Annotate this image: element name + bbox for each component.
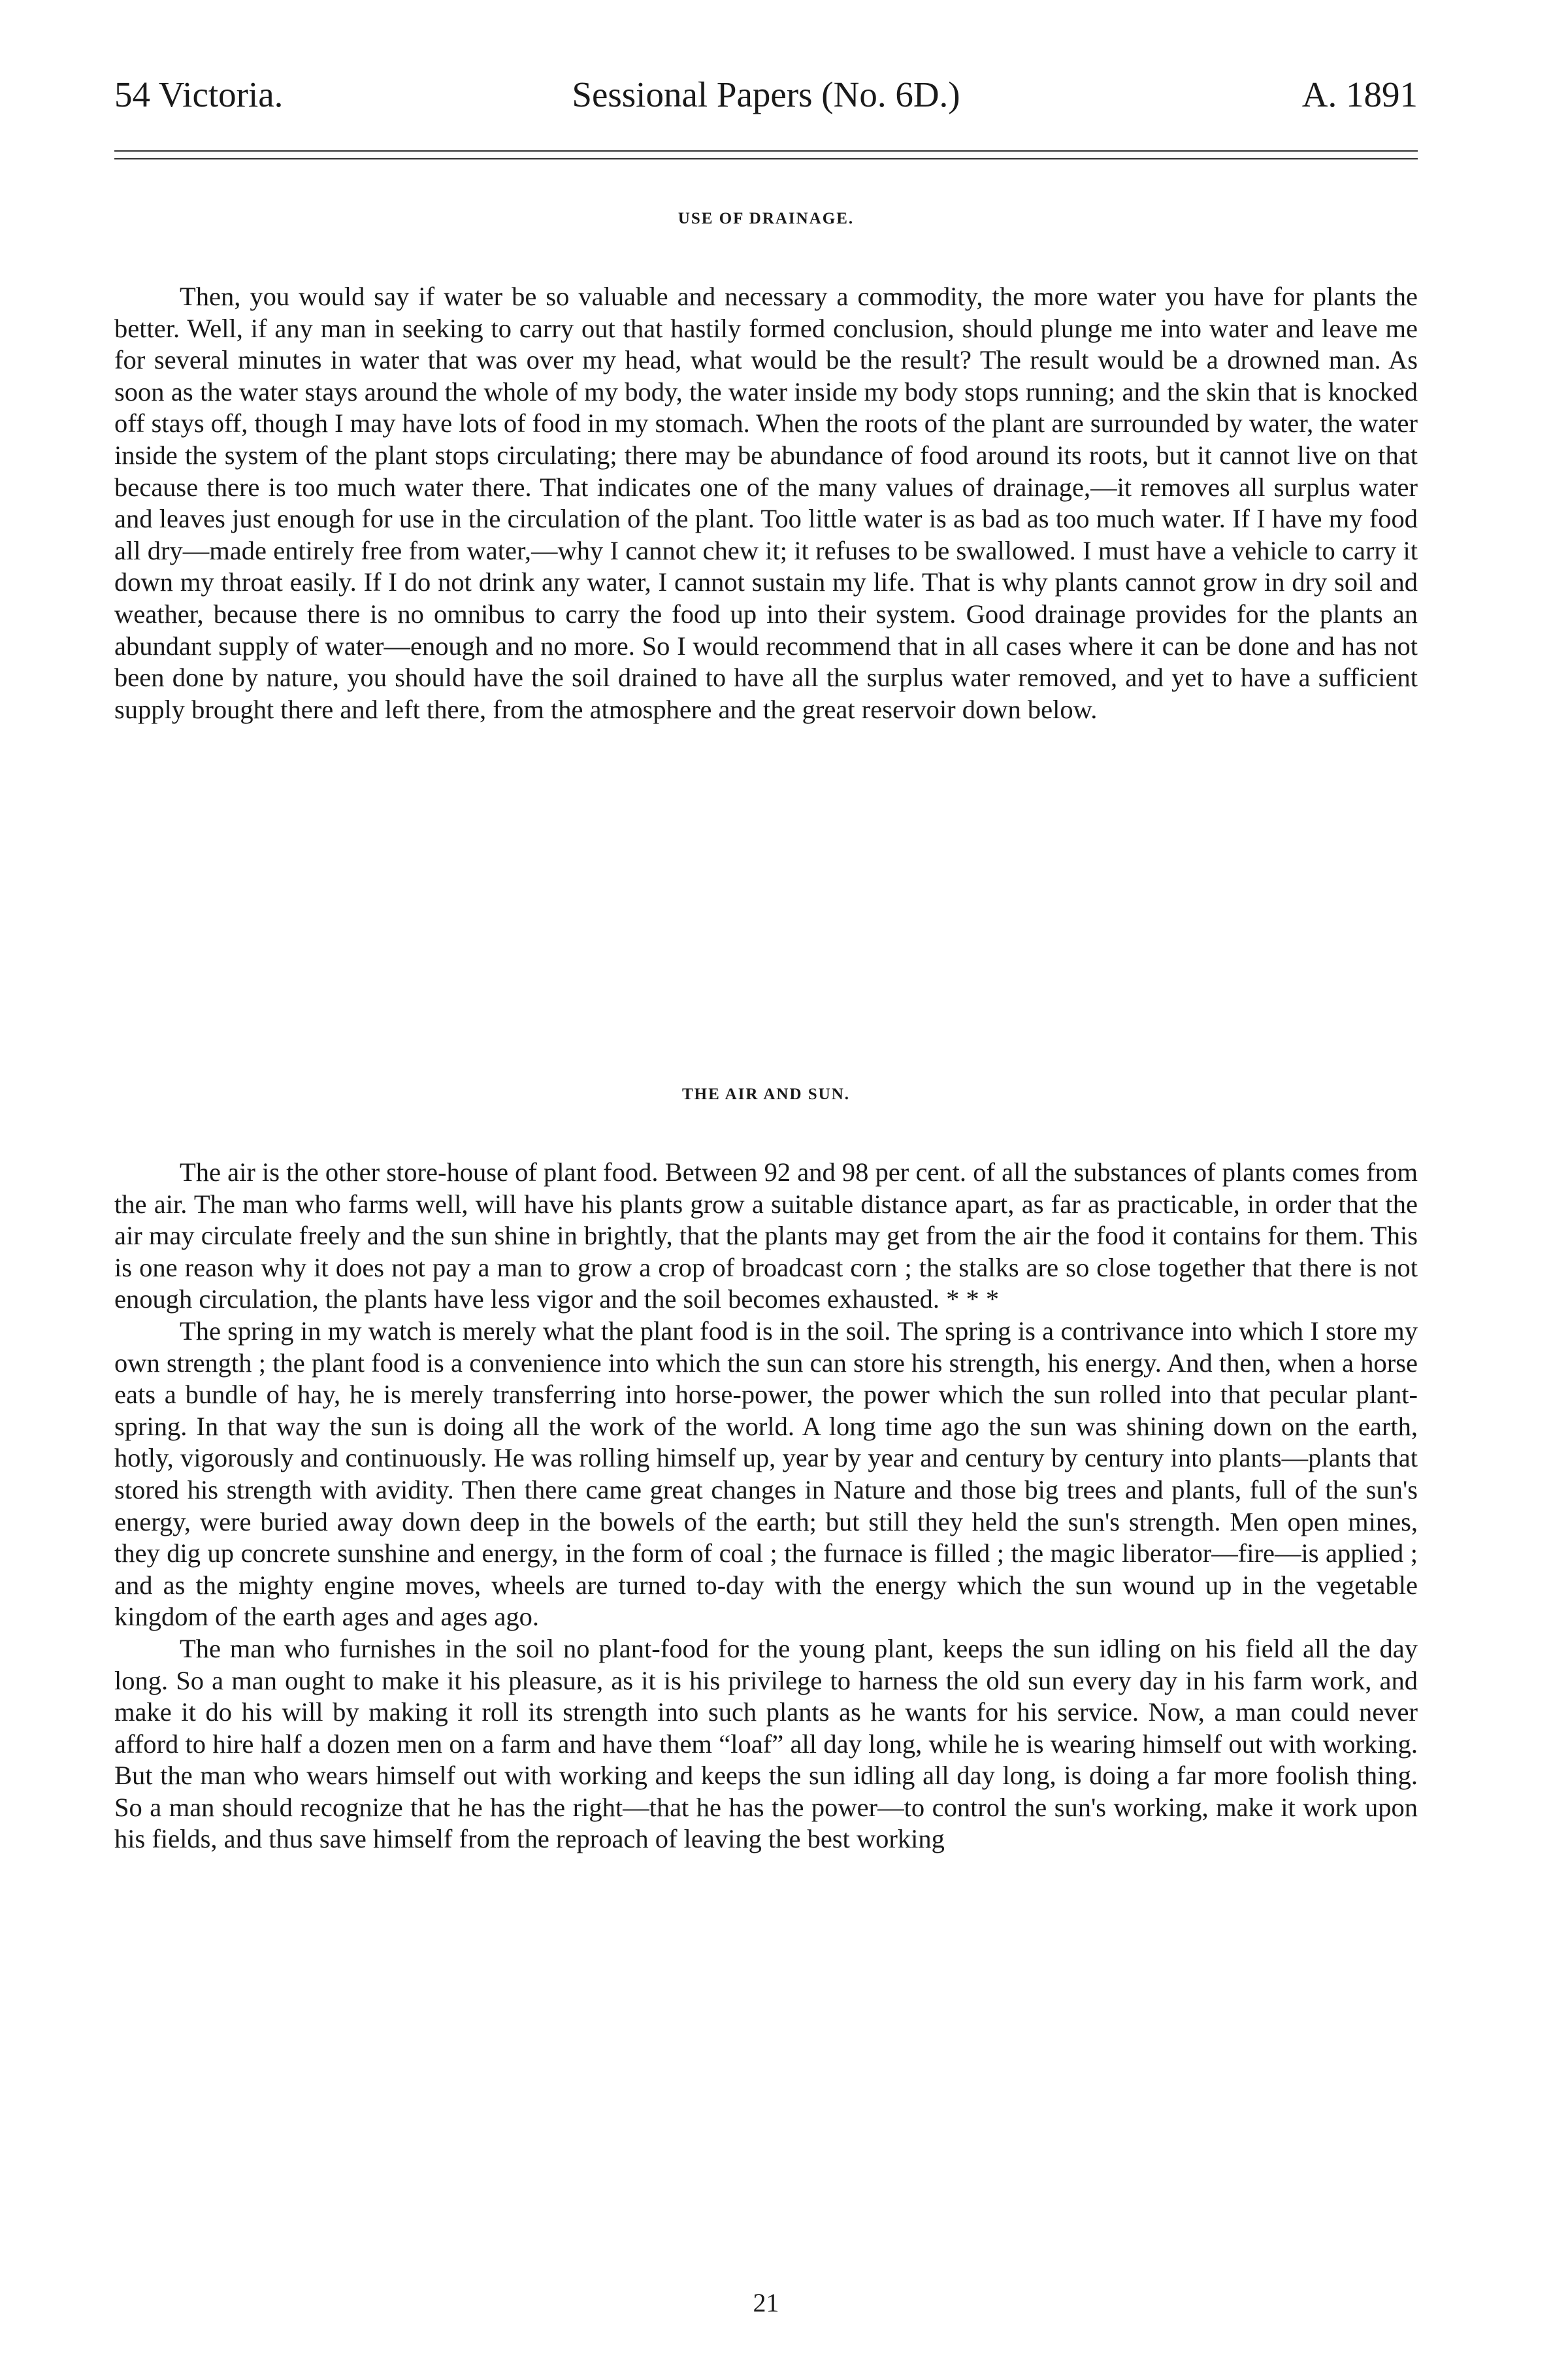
header-year: A. 1891 — [1301, 75, 1418, 114]
paragraph: The man who furnishes in the soil no plant-food for the young plant, keeps the sun idling on his field all the day long. So a man ought to make it his pleasure, as it is his privilege to harness the old sun every day in his farm work, and make it do his will by making it roll its strength into such plants as he wants for his service. Now, a man could never afford to hire half a dozen men on a farm and have them “loaf” all day long, while he is wearing himself out with working. But the man who wears himself out with working and keeps the sun idling all day long, is doing a far more foolish thing. So a man should recognize that he has the right—that he has the power—to control the sun's working, make it work upon his fields, and thus save himself from the reproach of leaving the best working — [114, 1633, 1418, 1854]
document-page — [114, 65, 1418, 2317]
running-head — [114, 65, 1418, 124]
paragraph: Then, you would say if water be so valuable and necessary a commodity, the more water you have for plants the better. Well, if any man in seeking to carry out that hastily formed conclusion, should plunge me into water and leave me for several minutes in water that was over my head, what would be the result? The result would be a drowned man. As soon as the water stays around the whole of my body, the water inside my body stops running; and the skin that is knocked off stays off, though I may have lots of food in my stomach. When the roots of the plant are surrounded by water, the water inside the system of the plant stops circulating; there may be abundance of food around its roots, but it cannot live on that because there is too much water there. That indicates one of the many values of drainage,—it removes all surplus water and leaves just enough for use in the circulation of the plant. Too little water is as bad as too much water. If I have my food all dry—made entirely free from water,—why I cannot chew it; it refuses to be swallowed. I must have a vehicle to carry it down my throat easily. If I do not drink any water, I cannot sustain my life. That is why plants cannot grow in dry soil and weather, because there is no omnibus to carry the food up into their system. Good drainage provides for the plants an abundant supply of water—enough and no more. So I would recommend that in all cases where it can be done and has not been done by nature, you should have the soil drained to have all the surplus water removed, and yet to have a sufficient supply brought there and left there, from the atmosphere and the great reservoir down below. — [114, 282, 1418, 724]
header-rule-top — [114, 150, 1418, 152]
header-rule-bottom — [114, 158, 1418, 159]
section-heading: THE AIR AND SUN. — [681, 1086, 851, 1103]
section-heading: USE OF DRAINAGE. — [678, 210, 855, 227]
page-number: 21 — [753, 2288, 779, 2317]
paragraph: The spring in my watch is merely what the plant food is in the soil. The spring is a contrivance into which I store my own strength ; the plant food is a convenience into which the sun can store his strength, his energy. And then, when a horse eats a bundle of hay, he is merely transferring into horse-power, the power which the sun rolled into that pecular plant-spring. In that way the sun is doing all the work of the world. A long time ago the sun was shining down on the earth, hotly, vigorously and continuously. He was rolling himself up, year by year and century by century into plants—plants that stored his strength with avidity. Then there came great changes in Nature and those big trees and plants, full of the sun's energy, were buried away down deep in the bowels of the earth; but still they held the sun's strength. Men open mines, they dig up concrete sunshine and energy, in the form of coal ; the furnace is filled ; the magic liberator—fire—is applied ; and as the mighty engine moves, wheels are turned to-day with the energy which the sun wound up in the vegetable kingdom of the earth ages and ages ago. — [114, 1316, 1418, 1632]
header-session: 54 Victoria. — [114, 75, 284, 114]
header-title: Sessional Papers (No. 6D.) — [572, 75, 960, 114]
section-use-of-drainage — [114, 206, 1418, 725]
section-air-and-sun — [114, 1082, 1418, 1855]
paragraph: The air is the other store-house of plant food. Between 92 and 98 per cent. of all the substances of plants comes from the air. The man who farms well, will have his plants grow a suitable distance apart, as far as practicable, in order that the air may circulate freely and the sun shine in brightly, that the plants may get from the air the food it contains for them. This is one reason why it does not pay a man to grow a crop of broadcast corn ; the stalks are so close together that there is not enough circulation, the plants have less vigor and the soil becomes exhausted. * * * — [114, 1157, 1418, 1314]
